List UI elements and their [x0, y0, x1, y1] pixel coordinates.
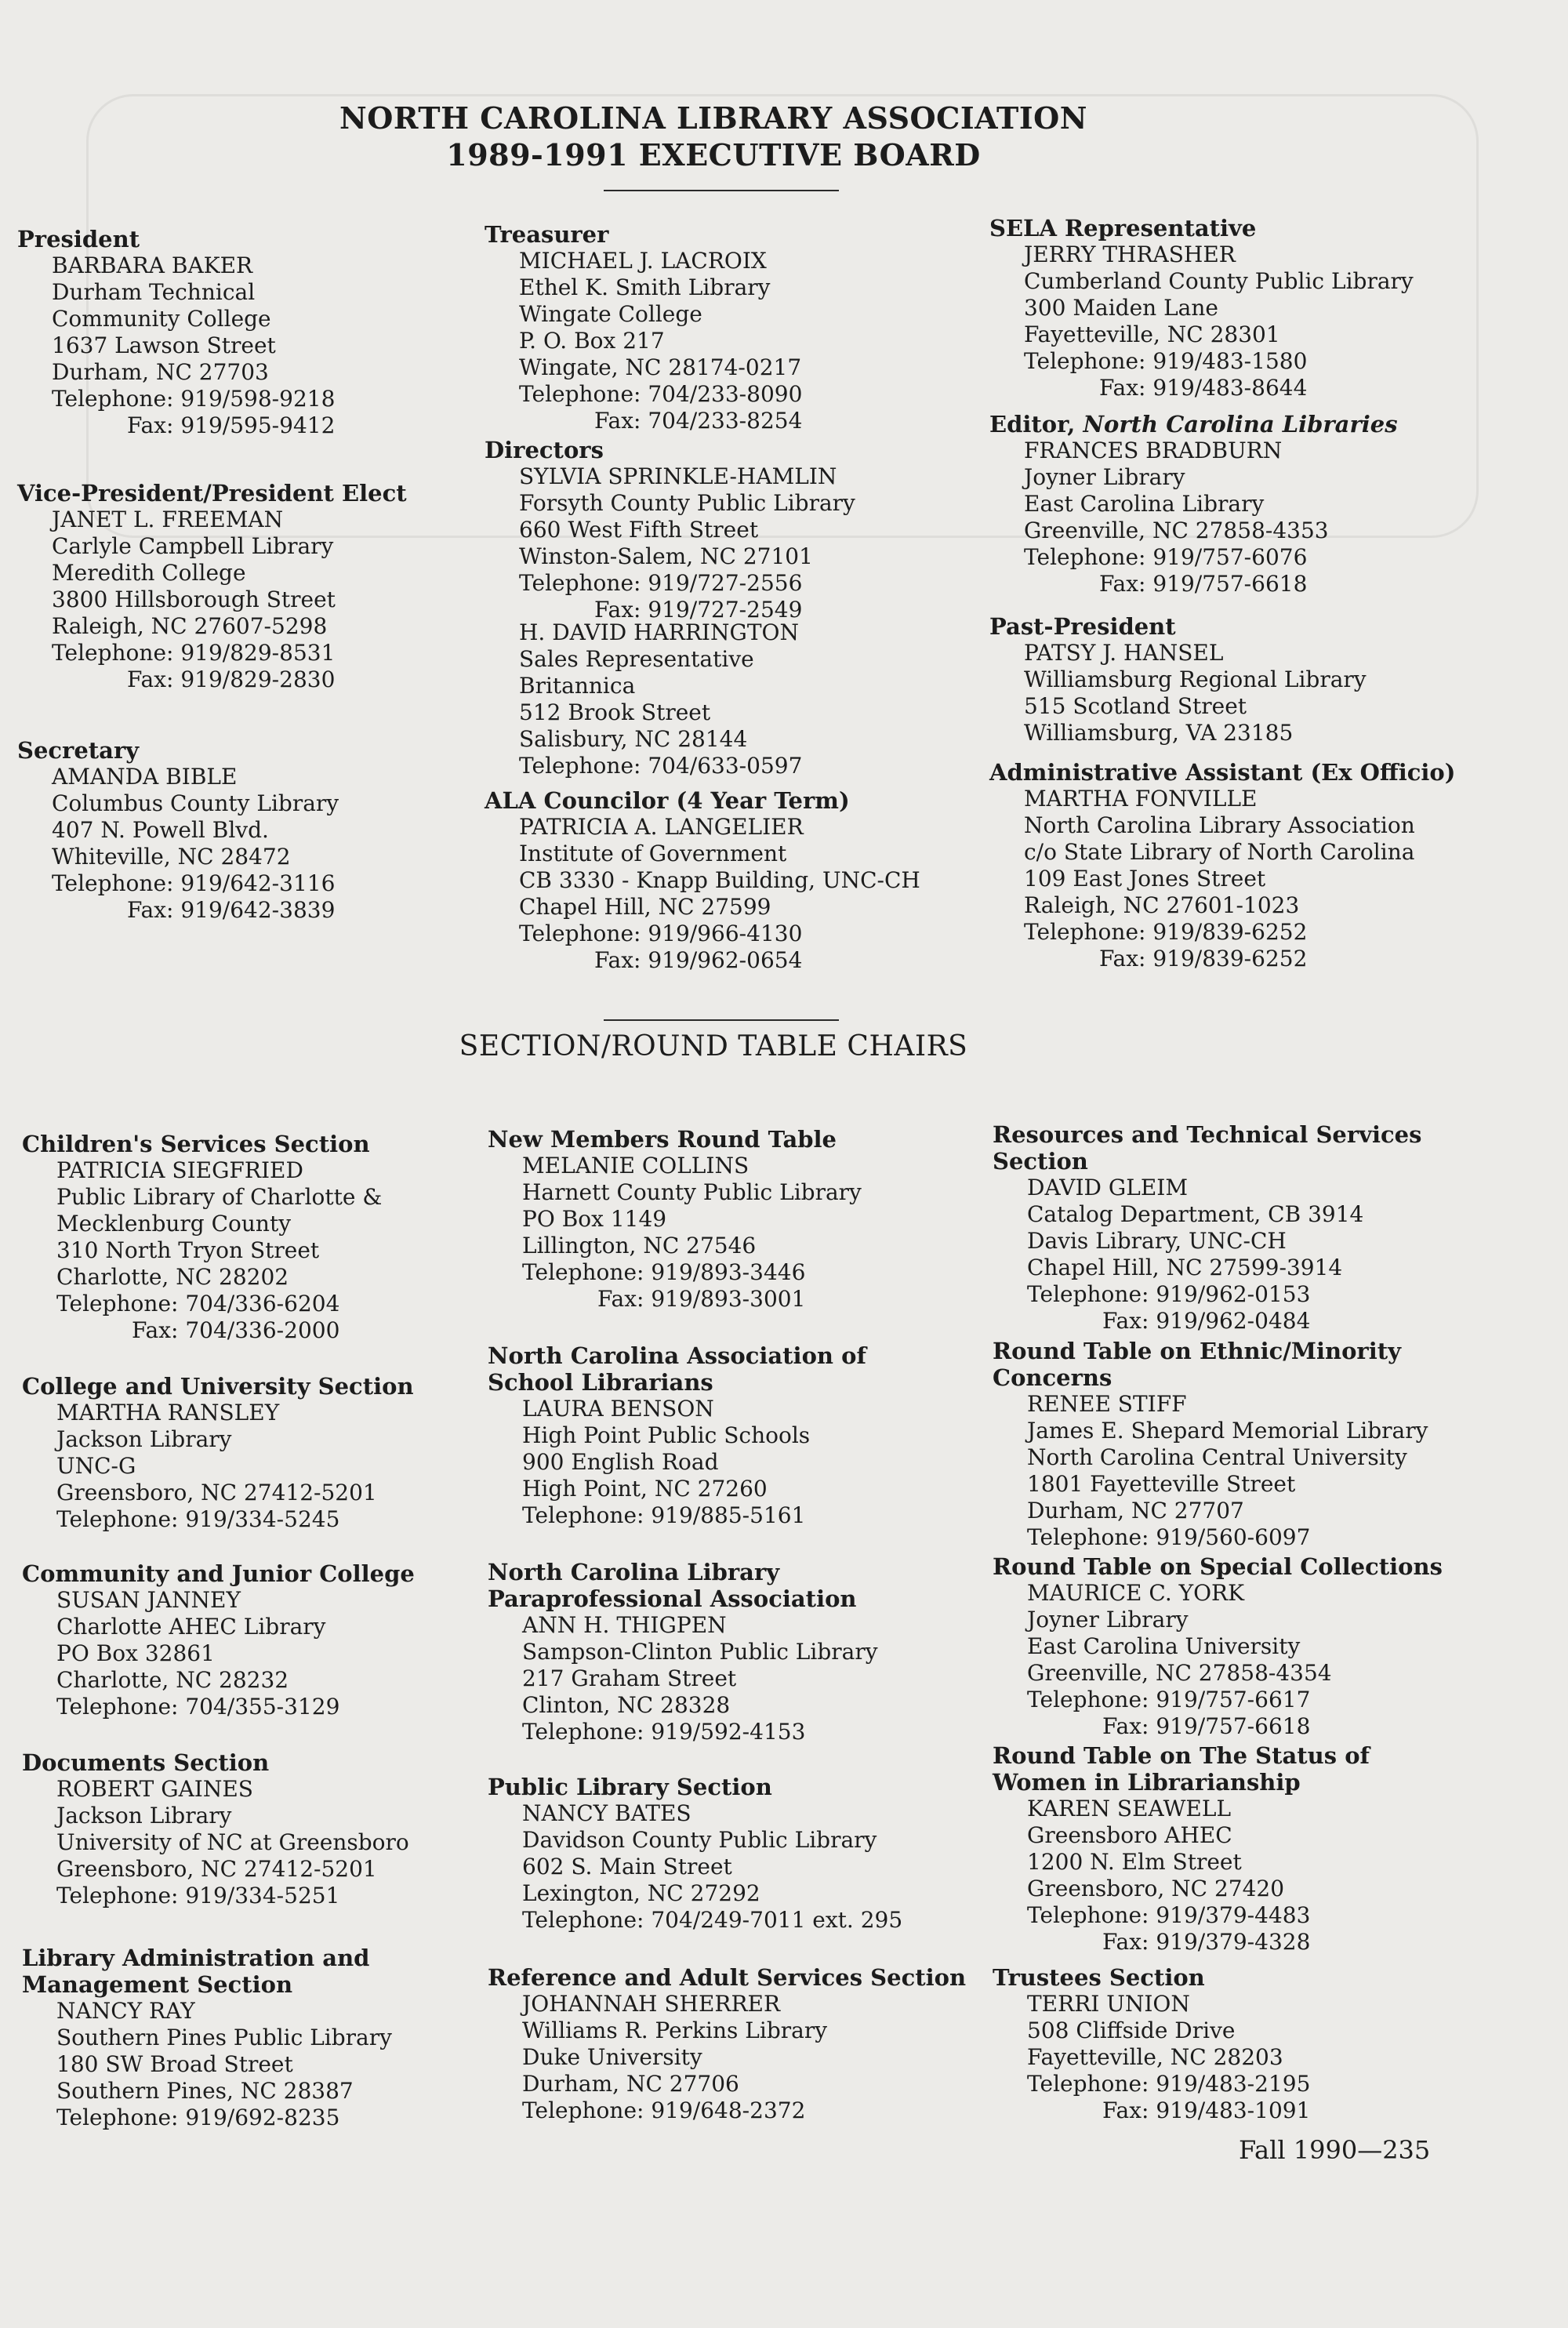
fax-line: Fax: 704/233-8254 — [594, 408, 803, 434]
entry-line: Telephone: 919/648-2372 — [522, 2097, 806, 2123]
chair-resources-and-technical-services-section — [993, 1121, 1479, 1335]
entry-line: Telephone: 919/727-2556 — [519, 570, 803, 596]
entry-heading: Round Table on Ethnic/Minority Concerns — [993, 1338, 1401, 1391]
chair-reference-and-adult-services-section — [488, 1964, 974, 2124]
entry-line: 1200 N. Elm Street — [1027, 1849, 1242, 1875]
entry-line: Southern Pines, NC 28387 — [56, 2078, 354, 2104]
entry-line: Chapel Hill, NC 27599-3914 — [1027, 1255, 1343, 1280]
person-name: NANCY RAY — [56, 1998, 195, 2024]
fax-line: Fax: 919/962-0484 — [1102, 1308, 1311, 1334]
entry-heading: President — [17, 226, 140, 252]
entry-line: 512 Brook Street — [519, 699, 711, 725]
entry-line: Telephone: 919/379-4483 — [1027, 1902, 1311, 1928]
entry-line: Ethel K. Smith Library — [519, 274, 771, 300]
person-name: H. DAVID HARRINGTON — [519, 619, 799, 645]
fax-line: Fax: 919/829-2830 — [127, 666, 336, 692]
entry-line: Telephone: 919/598-9218 — [52, 386, 336, 412]
person-name: MICHAEL J. LACROIX — [519, 248, 767, 274]
fax-line: Fax: 919/642-3839 — [127, 897, 336, 923]
fax-line: Fax: 919/962-0654 — [594, 947, 803, 973]
entry-line: Institute of Government — [519, 841, 787, 866]
person-name: LAURA BENSON — [522, 1396, 714, 1422]
person-name: PATRICIA A. LANGELIER — [519, 814, 804, 840]
entry-heading: New Members Round Table — [488, 1126, 837, 1153]
entry-line: Telephone: 919/885-5161 — [522, 1502, 806, 1528]
entry-line: Davidson County Public Library — [522, 1827, 877, 1853]
person-name: PATSY J. HANSEL — [1024, 640, 1224, 666]
entry-line: Charlotte, NC 28202 — [56, 1264, 289, 1290]
entry-line: 1801 Fayetteville Street — [1027, 1471, 1296, 1497]
entry-line: Telephone: 919/642-3116 — [52, 870, 336, 896]
entry-line: University of NC at Greensboro — [56, 1829, 409, 1855]
entry-heading: Round Table on Special Collections — [993, 1553, 1443, 1580]
entry-line: Mecklenburg County — [56, 1211, 292, 1237]
chair-public-library-section — [488, 1774, 974, 1934]
entry-heading: Directors — [485, 437, 604, 463]
person-name: ROBERT GAINES — [56, 1776, 253, 1802]
entry-line: Telephone: 704/233-8090 — [519, 381, 803, 407]
entry-line: Raleigh, NC 27607-5298 — [52, 613, 328, 639]
entry-line: Forsyth County Public Library — [519, 490, 855, 516]
entry-heading: ALA Councilor (4 Year Term) — [485, 787, 850, 814]
entry-line: North Carolina Central University — [1027, 1444, 1407, 1470]
entry-line: Durham Technical — [52, 279, 256, 305]
entry-heading: Administrative Assistant (Ex Officio) — [989, 759, 1456, 786]
person-name: KAREN SEAWELL — [1027, 1796, 1232, 1821]
entry-line: CB 3330 - Knapp Building, UNC-CH — [519, 867, 920, 893]
person-name: SUSAN JANNEY — [56, 1587, 241, 1613]
entry-line: 407 N. Powell Blvd. — [52, 817, 269, 843]
board-vice-president-president-elect — [17, 480, 503, 693]
entry-line: Joyner Library — [1027, 1607, 1189, 1633]
entry-line: Charlotte, NC 28232 — [56, 1667, 289, 1693]
entry-line: Telephone: 919/483-2195 — [1027, 2071, 1311, 2097]
entry-heading: Editor, North Carolina Libraries — [989, 411, 1398, 438]
fax-line: Fax: 919/595-9412 — [127, 412, 336, 438]
entry-line: Telephone: 919/757-6076 — [1024, 544, 1308, 570]
chair-trustees-section — [993, 1964, 1479, 2124]
fax-line: Fax: 919/893-3001 — [597, 1286, 806, 1312]
board-administrative-assistant-ex-officio — [989, 759, 1475, 972]
entry-line: Telephone: 919/483-1580 — [1024, 348, 1308, 374]
entry-line: Wingate, NC 28174-0217 — [519, 354, 802, 380]
fax-line: Fax: 919/757-6618 — [1102, 1713, 1311, 1739]
person-name: RENEE STIFF — [1027, 1391, 1187, 1417]
entry-line: Columbus County Library — [52, 790, 339, 816]
entry-heading: Public Library Section — [488, 1774, 772, 1800]
entry-heading: Resources and Technical Services Section — [993, 1121, 1422, 1175]
fax-line: Fax: 919/839-6252 — [1099, 946, 1308, 972]
entry-line: Telephone: 919/962-0153 — [1027, 1281, 1311, 1307]
entry-line: Greenville, NC 27858-4354 — [1027, 1660, 1332, 1686]
chair-round-table-on-the-status-of-women-in-librarianship — [993, 1742, 1479, 1956]
entry-line: Williamsburg, VA 23185 — [1024, 720, 1294, 746]
entry-line: c/o State Library of North Carolina — [1024, 839, 1415, 865]
entry-line: Telephone: 919/893-3446 — [522, 1259, 806, 1285]
entry-line: 900 English Road — [522, 1449, 719, 1475]
entry-line: PO Box 1149 — [522, 1206, 667, 1232]
entry-line: 109 East Jones Street — [1024, 866, 1266, 892]
entry-heading-italic: North Carolina Libraries — [1083, 411, 1398, 438]
entry-line: 660 West Fifth Street — [519, 517, 759, 543]
entry-line: High Point Public Schools — [522, 1422, 811, 1448]
page-title-line-1: NORTH CAROLINA LIBRARY ASSOCIATION — [339, 100, 1087, 136]
person-name: JANET L. FREEMAN — [52, 507, 284, 532]
entry-line: Williamsburg Regional Library — [1024, 666, 1367, 692]
entry-line: Meredith College — [52, 560, 246, 586]
person-name: NANCY BATES — [522, 1800, 691, 1826]
person-name: TERRI UNION — [1027, 1991, 1190, 2017]
board-h-david-harrington — [485, 619, 971, 779]
entry-line: James E. Shepard Memorial Library — [1027, 1418, 1428, 1444]
entry-line: Sales Representative — [519, 646, 754, 672]
entry-heading: Past-President — [989, 613, 1176, 640]
entry-line: Jackson Library — [56, 1803, 232, 1829]
entry-line: Greensboro, NC 27420 — [1027, 1876, 1285, 1901]
fax-line: Fax: 919/379-4328 — [1102, 1929, 1311, 1955]
page-title-line-2: 1989-1991 EXECUTIVE BOARD — [446, 137, 981, 173]
entry-line: Telephone: 704/249-7011 ext. 295 — [522, 1907, 903, 1933]
chair-north-carolina-library-paraprofessional-association — [488, 1559, 974, 1745]
title-rule — [604, 190, 839, 191]
person-name: MELANIE COLLINS — [522, 1153, 750, 1179]
entry-line: Telephone: 919/692-8235 — [56, 2105, 340, 2130]
entry-line: Lillington, NC 27546 — [522, 1233, 757, 1258]
person-name: DAVID GLEIM — [1027, 1175, 1189, 1200]
entry-line: Durham, NC 27706 — [522, 2071, 739, 2097]
board-past-president — [989, 613, 1475, 746]
person-name: PATRICIA SIEGFRIED — [56, 1157, 303, 1183]
person-name: MAURICE C. YORK — [1027, 1580, 1245, 1606]
entry-line: Harnett County Public Library — [522, 1179, 862, 1205]
fax-line: Fax: 704/336-2000 — [132, 1317, 340, 1343]
entry-line: Chapel Hill, NC 27599 — [519, 894, 771, 920]
entry-heading: Round Table on The Status of Women in Librarianship — [993, 1742, 1370, 1796]
entry-line: East Carolina University — [1027, 1633, 1301, 1659]
entry-line: Telephone: 919/334-5245 — [56, 1506, 340, 1532]
fax-line: Fax: 919/483-8644 — [1099, 375, 1308, 401]
entry-line: Telephone: 704/355-3129 — [56, 1694, 340, 1720]
entry-line: Clinton, NC 28328 — [522, 1692, 731, 1718]
entry-line: Jackson Library — [56, 1426, 232, 1452]
person-name: JERRY THRASHER — [1024, 242, 1236, 267]
chair-round-table-on-special-collections — [993, 1553, 1479, 1740]
board-directors — [485, 437, 971, 623]
fax-line: Fax: 919/727-2549 — [594, 597, 803, 623]
person-name: MARTHA FONVILLE — [1024, 786, 1258, 812]
entry-line: 515 Scotland Street — [1024, 693, 1247, 719]
entry-line: Duke University — [522, 2044, 702, 2070]
entry-line: Whiteville, NC 28472 — [52, 844, 291, 870]
entry-heading: Secretary — [17, 737, 140, 764]
entry-line: Telephone: 919/560-6097 — [1027, 1524, 1311, 1550]
board-secretary — [17, 737, 503, 924]
chair-community-and-junior-college — [22, 1560, 508, 1720]
entry-line: UNC-G — [56, 1453, 136, 1479]
board-sela-representative — [989, 215, 1475, 401]
entry-line: Williams R. Perkins Library — [522, 2017, 828, 2043]
entry-heading: Children's Services Section — [22, 1131, 370, 1157]
entry-heading: Vice-President/President Elect — [17, 480, 407, 507]
entry-line: Telephone: 919/757-6617 — [1027, 1687, 1311, 1712]
entry-heading: Trustees Section — [993, 1964, 1205, 1991]
entry-line: Telephone: 919/592-4153 — [522, 1719, 806, 1745]
entry-line: Fayetteville, NC 28301 — [1024, 321, 1280, 347]
entry-line: Telephone: 919/334-5251 — [56, 1883, 340, 1909]
chair-north-carolina-association-of-school-librarians — [488, 1342, 974, 1529]
entry-line: Telephone: 704/336-6204 — [56, 1291, 340, 1317]
board-treasurer — [485, 221, 971, 434]
entry-line: Winston-Salem, NC 27101 — [519, 543, 813, 569]
entry-line: Cumberland County Public Library — [1024, 268, 1414, 294]
entry-line: Raleigh, NC 27601-1023 — [1024, 892, 1300, 918]
board-ala-councilor-4-year-term — [485, 787, 971, 974]
entry-heading: SELA Representative — [989, 215, 1257, 242]
person-name: ANN H. THIGPEN — [522, 1612, 727, 1638]
entry-line: Telephone: 919/829-8531 — [52, 640, 336, 666]
entry-line: Sampson-Clinton Public Library — [522, 1639, 878, 1665]
entry-line: High Point, NC 27260 — [522, 1476, 768, 1502]
person-name: AMANDA BIBLE — [52, 764, 238, 790]
person-name: JOHANNAH SHERRER — [522, 1991, 781, 2017]
chair-college-and-university-section — [22, 1373, 508, 1533]
fax-line: Fax: 919/483-1091 — [1102, 2097, 1311, 2123]
entry-line: Telephone: 919/839-6252 — [1024, 919, 1308, 945]
person-name: BARBARA BAKER — [52, 252, 253, 278]
entry-line: 300 Maiden Lane — [1024, 295, 1218, 321]
entry-line: Greenville, NC 27858-4353 — [1024, 518, 1329, 543]
entry-line: Wingate College — [519, 301, 702, 327]
board-editor-north-carolina-libraries — [989, 411, 1475, 597]
entry-heading: Library Administration and Management Section — [22, 1945, 370, 1998]
chair-documents-section — [22, 1749, 508, 1909]
entry-line: 180 SW Broad Street — [56, 2051, 293, 2077]
chairs-rule — [604, 1019, 839, 1021]
entry-line: Greensboro, NC 27412-5201 — [56, 1480, 377, 1505]
person-name: MARTHA RANSLEY — [56, 1400, 280, 1425]
entry-heading: Treasurer — [485, 221, 609, 248]
entry-line: 508 Cliffside Drive — [1027, 2017, 1236, 2043]
entry-line: 1637 Lawson Street — [52, 332, 276, 358]
entry-heading: Reference and Adult Services Section — [488, 1964, 967, 1991]
entry-heading: College and University Section — [22, 1373, 414, 1400]
entry-line: Durham, NC 27707 — [1027, 1498, 1244, 1524]
entry-line: Community College — [52, 306, 271, 332]
chair-new-members-round-table — [488, 1126, 974, 1313]
entry-line: Greensboro, NC 27412-5201 — [56, 1856, 377, 1882]
entry-line: Telephone: 704/633-0597 — [519, 753, 803, 779]
chair-round-table-on-ethnic-minority-concerns — [993, 1338, 1479, 1551]
entry-heading: North Carolina Association of School Librarians — [488, 1342, 866, 1396]
entry-line: Charlotte AHEC Library — [56, 1614, 326, 1640]
entry-line: Davis Library, UNC-CH — [1027, 1228, 1287, 1254]
entry-line: Joyner Library — [1024, 464, 1185, 490]
entry-line: Southern Pines Public Library — [56, 2025, 392, 2050]
chair-children-s-services-section — [22, 1131, 508, 1344]
chair-library-administration-and-management-section — [22, 1945, 508, 2131]
entry-line: Durham, NC 27703 — [52, 359, 269, 385]
entry-line: 310 North Tryon Street — [56, 1237, 320, 1263]
entry-line: Fayetteville, NC 28203 — [1027, 2044, 1283, 2070]
entry-line: Salisbury, NC 28144 — [519, 726, 748, 752]
fax-line: Fax: 919/757-6618 — [1099, 571, 1308, 597]
page-footer: Fall 1990—235 — [1239, 2135, 1431, 2165]
entry-line: Greensboro AHEC — [1027, 1822, 1232, 1848]
entry-line: P. O. Box 217 — [519, 328, 665, 354]
entry-heading: North Carolina Library Paraprofessional Association — [488, 1559, 857, 1612]
board-president — [17, 226, 503, 439]
entry-line: PO Box 32861 — [56, 1640, 215, 1666]
entry-line: East Carolina Library — [1024, 491, 1265, 517]
entry-heading: Community and Junior College — [22, 1560, 415, 1587]
entry-line: Lexington, NC 27292 — [522, 1880, 760, 1906]
person-name: FRANCES BRADBURN — [1024, 438, 1283, 463]
person-name: SYLVIA SPRINKLE-HAMLIN — [519, 463, 837, 489]
entry-line: Public Library of Charlotte & — [56, 1184, 383, 1210]
entry-line: Carlyle Campbell Library — [52, 533, 334, 559]
entry-line: 217 Graham Street — [522, 1665, 737, 1691]
entry-heading: Documents Section — [22, 1749, 270, 1776]
entry-line: Telephone: 919/966-4130 — [519, 921, 803, 946]
entry-line: Catalog Department, CB 3914 — [1027, 1201, 1364, 1227]
entry-line: 602 S. Main Street — [522, 1854, 732, 1879]
entry-line: North Carolina Library Association — [1024, 812, 1415, 838]
entry-line: 3800 Hillsborough Street — [52, 587, 336, 612]
entry-line: Britannica — [519, 673, 636, 699]
chairs-heading: SECTION/ROUND TABLE CHAIRS — [459, 1030, 968, 1062]
